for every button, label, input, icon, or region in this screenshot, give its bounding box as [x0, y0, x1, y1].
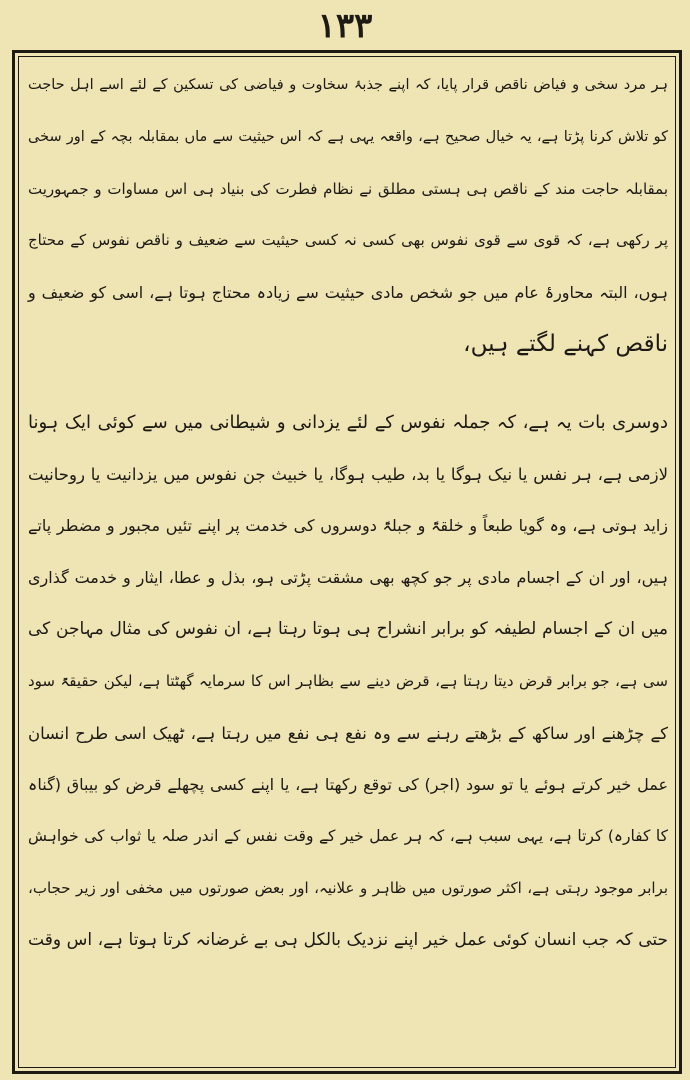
- text-line: دوسری بات یہ ہے، کہ جملہ نفوس کے لئے یزدانی و شیطانی میں سے کوئی ایک ہونا: [28, 411, 668, 433]
- text-line: لازمی ہے، ہر نفس یا نیک ہوگا یا بد، طیب ہوگا، یا خبیث جن نفوس میں یزدانیت یا روحانیت: [28, 464, 668, 484]
- text-line: ہر مرد سخی و فیاض ناقص قرار پایا، کہ اپنے جذبۂ سخاوت و فیاضی کی تسکین کے لئے اسے اہل حاجت: [28, 77, 668, 93]
- text-line: میں ان کے اجسام لطیفہ کو برابر انشراح ہی ہوتا رہتا ہے، ان نفوس کی مثال مہاجن کی: [28, 618, 668, 639]
- page-number: ۱۳۳: [317, 6, 373, 46]
- paragraph-2: [22, 397, 674, 967]
- text-line: کا کفارہ) کرتا ہے، یہی سبب ہے، کہ ہر عمل خیر کے وقت نفس کے اندر صلہ یا ثواب کی خواہش: [28, 827, 668, 846]
- text-line: سی ہے، جو برابر قرض دیتا رہتا ہے، قرض دینے سے بظاہر اس کا سرمایہ گھٹتا ہے، لیکن حقیقۃً سود: [28, 671, 668, 690]
- text-line: حتی کہ جب انسان کوئی عمل خیر اپنے نزدیک بالکل ہی بے غرضانہ کرتا ہوتا ہے، اس وقت: [28, 929, 668, 950]
- text-line: ہیں، اور ان کے اجسام مادی پر جو کچھ بھی مشقت پڑتی ہو، بذل و عطا، ایثار و خدمت گذاری: [28, 568, 668, 588]
- text-line: بمقابلہ حاجت مند کے ناقص ہی ہستی مطلق نے نظام فطرت کی بنیاد ہی اس مساوات و جمہوریت: [28, 179, 668, 198]
- paragraph-gap: [22, 371, 674, 397]
- text-line: ناقص کہنے لگتے ہیں،: [463, 330, 668, 357]
- text-line: ہوں، البتہ محاورۂ عام میں جو شخص مادی حیثیت سے زیادہ محتاج ہوتا ہے، اسی کو ضعیف و: [28, 283, 668, 303]
- text-line: زاید ہوتی ہے، وہ گویا طبعاً و خلقۃً و جبلۃً دوسروں کی خدمت پر اپنے تئیں مجبور و مضطر پاتے: [28, 516, 668, 536]
- text-line: عمل خیر کرتے ہوئے یا تو سود (اجر) کی توقع رکھتا ہے، یا اپنے کسی پچھلے قرض کو بیباق (گناہ: [28, 775, 668, 795]
- paragraph-1: [22, 60, 674, 371]
- text-line: کے چڑھنے اور ساکھ کے بڑھتے رہنے سے وہ نفع ہی نفع میں رہتا ہے، ٹھیک اسی طرح انسان: [28, 723, 668, 743]
- text-line: کو تلاش کرنا پڑتا ہے، یہ خیال صحیح ہے، واقعہ یہی ہے کہ اس حیثیت سے ماں بمقابلہ بچہ کے اور سخی: [28, 128, 668, 145]
- text-line: برابر موجود رہتی ہے، اکثر صورتوں میں ظاہر و علانیہ، اور بعض صورتوں میں مخفی اور زیر حجاب،: [28, 878, 668, 897]
- page-text: [22, 60, 674, 967]
- text-line: پر رکھی ہے، کہ قوی سے قوی نفوس بھی کسی نہ کسی حیثیت سے ضعیف و ناقص نفوس کے محتاج: [28, 231, 668, 250]
